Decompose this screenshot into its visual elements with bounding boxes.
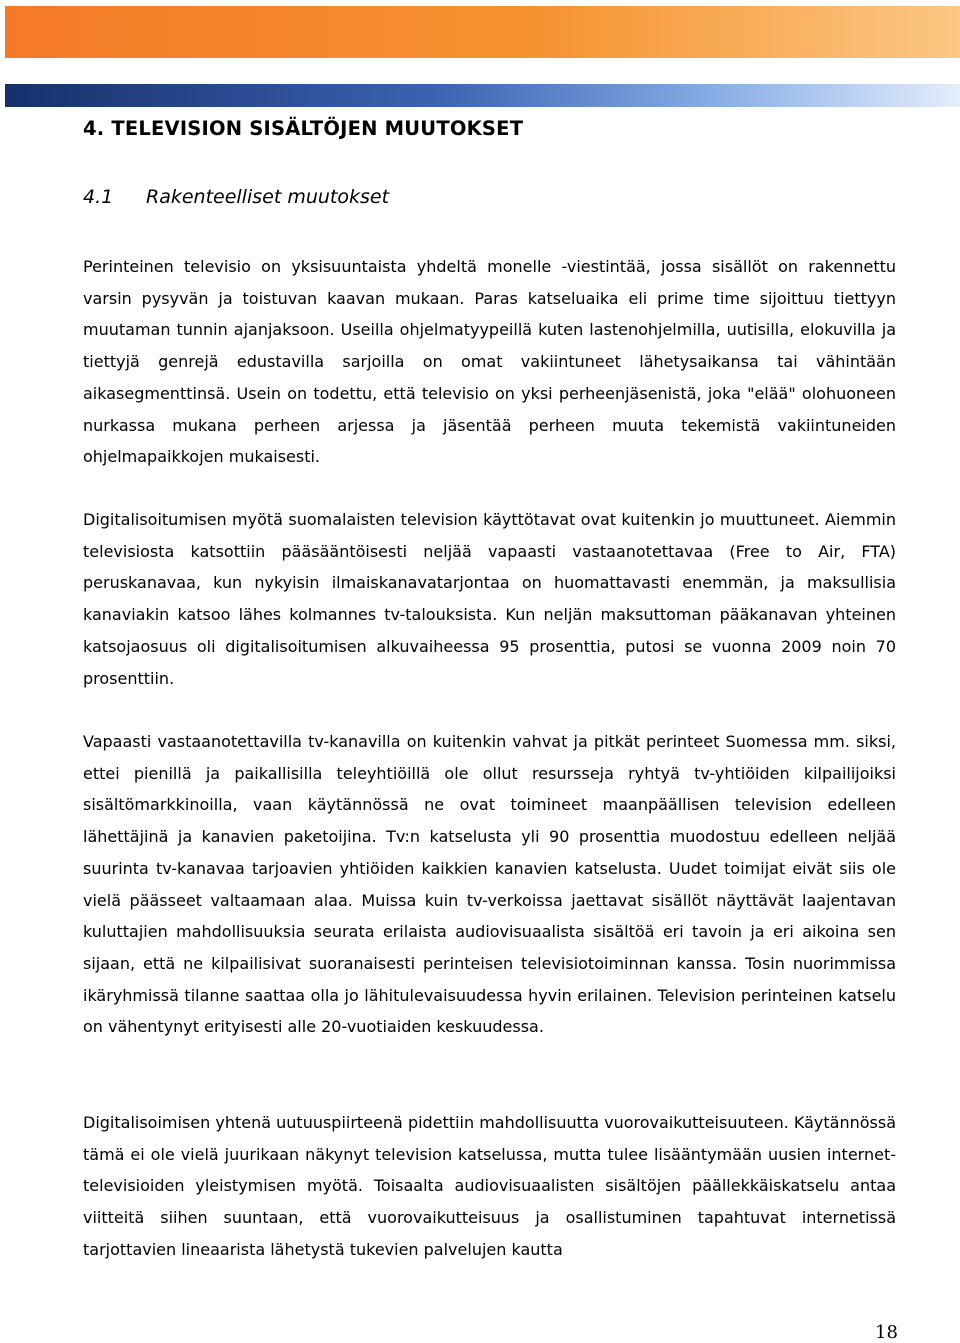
paragraph-2: Digitalisoitumisen myötä suomalaisten television käyttötavat ovat kuitenkin jo muuttuneet. Aiemmin televisiosta katsottiin pääsääntöisesti neljää vapaasti vastaanotettavaa (Free to Air, FTA) peruskanavaa, kun nykyisin ilmaiskanavatarjontaa on huomattavasti enemmän, ja maksullisia kanaviakin katsoo lähes kolmannes tv-talouksista. Kun neljän maksuttoman pääkanavan yhteinen katsojaosuus oli digitalisoitumisen alkuvaiheessa 95 prosenttia, putosi se vuonna 2009 noin 70 prosenttiin. bbox=[83, 510, 896, 688]
paragraph-1: Perinteinen televisio on yksisuuntaista yhdeltä monelle -viestintää, jossa sisällöt on rakennettu varsin pysyvän ja toistuvan kaavan mukaan. Paras katseluaika eli prime time sijoittuu tiettyyn muutaman tunnin ajanjaksoon. Useilla ohjelmatyypeillä kuten lastenohjelmilla, uutisilla, elokuvilla ja tiettyjä genrejä edustavilla sarjoilla on omat vakiintuneet lähetysaikansa tai vähintään aikasegmenttinsä. Usein on todettu, että televisio on yksi perheenjäsenistä, joka "elää" olohuoneen nurkassa mukana perheen arjessa ja jäsentää perheen muuta tekemistä vakiintuneiden ohjelmapaikkojen mukaisesti. bbox=[83, 257, 896, 467]
paragraph-4: Digitalisoimisen yhtenä uutuuspiirteenä pidettiin mahdollisuutta vuorovaikutteisuuteen. Käytännössä tämä ei ole vielä juurikaan näkynyt television katselussa, mutta tulee lisääntymään uusien internet-televisioiden yleistymisen myötä. Toisaalta audiovisuaalisten sisältöjen päällekkäiskatselu antaa viitteitä siihen suuntaan, että vuorovaikutteisuus ja osallistuminen tapahtuvat internetissä tarjottavien lineaarista lähetystä tukevien palvelujen kautta bbox=[83, 1113, 896, 1259]
paragraph-3: Vapaasti vastaanotettavilla tv-kanavilla on kuitenkin vahvat ja pitkät perinteet Suomessa mm. siksi, ettei pienillä ja paikallisilla teleyhtiöillä ole ollut resursseja ryhtyä tv-yhtiöiden kilpailijoiksi sisältömarkkinoilla, vaan käytännössä ne ovat toimineet maanpäällisen television edelleen lähettäjinä ja kanavien paketoijina. Tv:n katselusta yli 90 prosenttia muodostuu edelleen neljää suurinta tv-kanavaa tarjoavien yhtiöiden kaikkien kanavien katselusta. Uudet toimijat eivät siis ole vielä päässeet valtaamaan alaa. Muissa kuin tv-verkoissa jaettavat sisällöt näyttävät laajentavan kuluttajien mahdollisuuksia seurata erilaista audiovisuaalista sisältöä eri tavoin ja eri aikoina sen sijaan, että ne kilpailisivat suoranaisesti perinteisen televisiotoiminnan kanssa. Tosin nuorimmissa ikäryhmissä tilanne saattaa olla jo lähitulevaisuudessa hyvin erilainen. Television perinteinen katselu on vähentynyt erityisesti alle 20-vuotiaiden keskuudessa. bbox=[83, 732, 896, 1037]
section-number: 4.1 bbox=[83, 186, 114, 208]
section-title: Rakenteelliset muutokset bbox=[146, 186, 390, 208]
page-number: 18 bbox=[875, 1322, 898, 1343]
section-heading bbox=[83, 186, 389, 208]
chapter-heading: 4. TELEVISION SISÄLTÖJEN MUUTOKSET bbox=[83, 117, 524, 140]
header-orange-band bbox=[5, 6, 960, 58]
header-blue-band bbox=[5, 84, 960, 107]
